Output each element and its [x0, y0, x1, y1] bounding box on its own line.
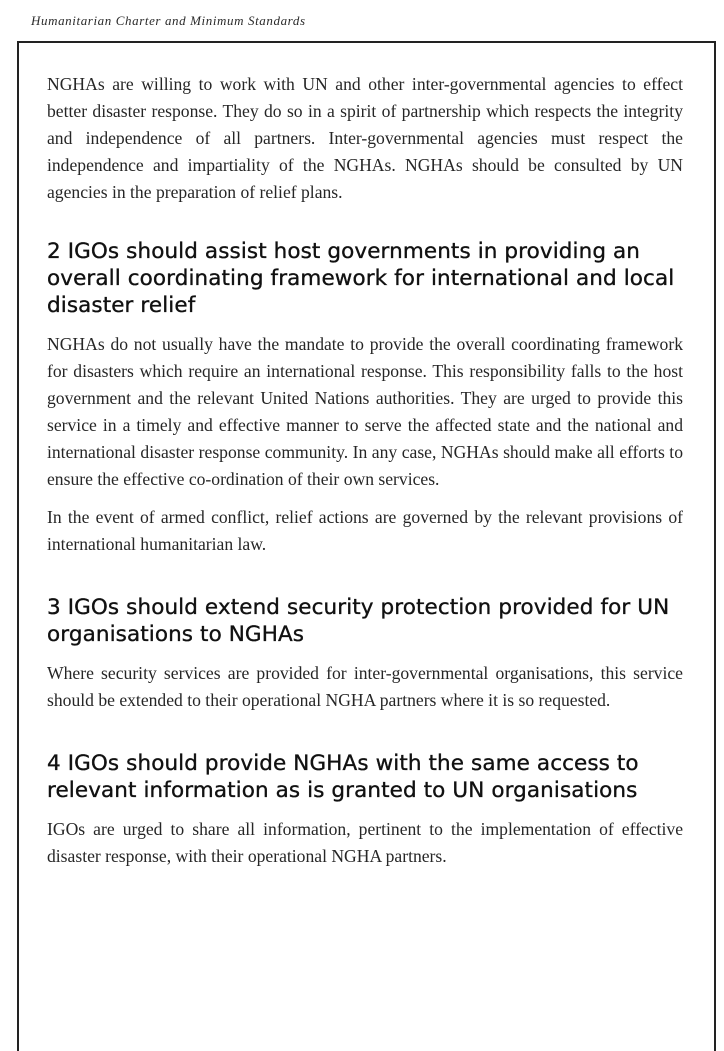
- page-body: [47, 71, 683, 870]
- running-header: Humanitarian Charter and Minimum Standards: [31, 13, 306, 28]
- section-2-paragraph-2: In the event of armed conflict, relief actions are governed by the relevant provisions of international humanitarian law.: [47, 507, 683, 554]
- section-4-paragraph-1: IGOs are urged to share all information, pertinent to the implementation of effective disaster response, with their operational NGHA partners.: [47, 819, 683, 866]
- section-2-paragraph-1: NGHAs do not usually have the mandate to provide the overall coordinating framework for disasters which require an international response. This responsibility falls to the host government and the relevant United Nations authorities. They are urged to provide this service in a timely and effective manner to serve the affected state and the national and international disaster response community. In any case, NGHAs should make all efforts to ensure the effective co-ordination of their own services.: [47, 334, 683, 489]
- section-2-heading: 2 IGOs should assist host governments in providing an overall coordinating framework for international and local disaster relief: [47, 239, 675, 318]
- section-4-heading: 4 IGOs should provide NGHAs with the same access to relevant information as is granted to UN organisations: [47, 751, 639, 803]
- section-3-heading: 3 IGOs should extend security protection provided for UN organisations to NGHAs: [47, 595, 670, 647]
- intro-paragraph: NGHAs are willing to work with UN and other inter-governmental agencies to effect better disaster response. They do so in a spirit of partnership which respects the integrity and independence of all partners. Inter-governmental agencies must respect the independence and impartiality of the NGHAs. NGHAs should be consulted by UN agencies in the preparation of relief plans.: [47, 74, 683, 202]
- section-3-paragraph-1: Where security services are provided for inter-governmental organisations, this service should be extended to their operational NGHA partners where it is so requested.: [47, 663, 683, 710]
